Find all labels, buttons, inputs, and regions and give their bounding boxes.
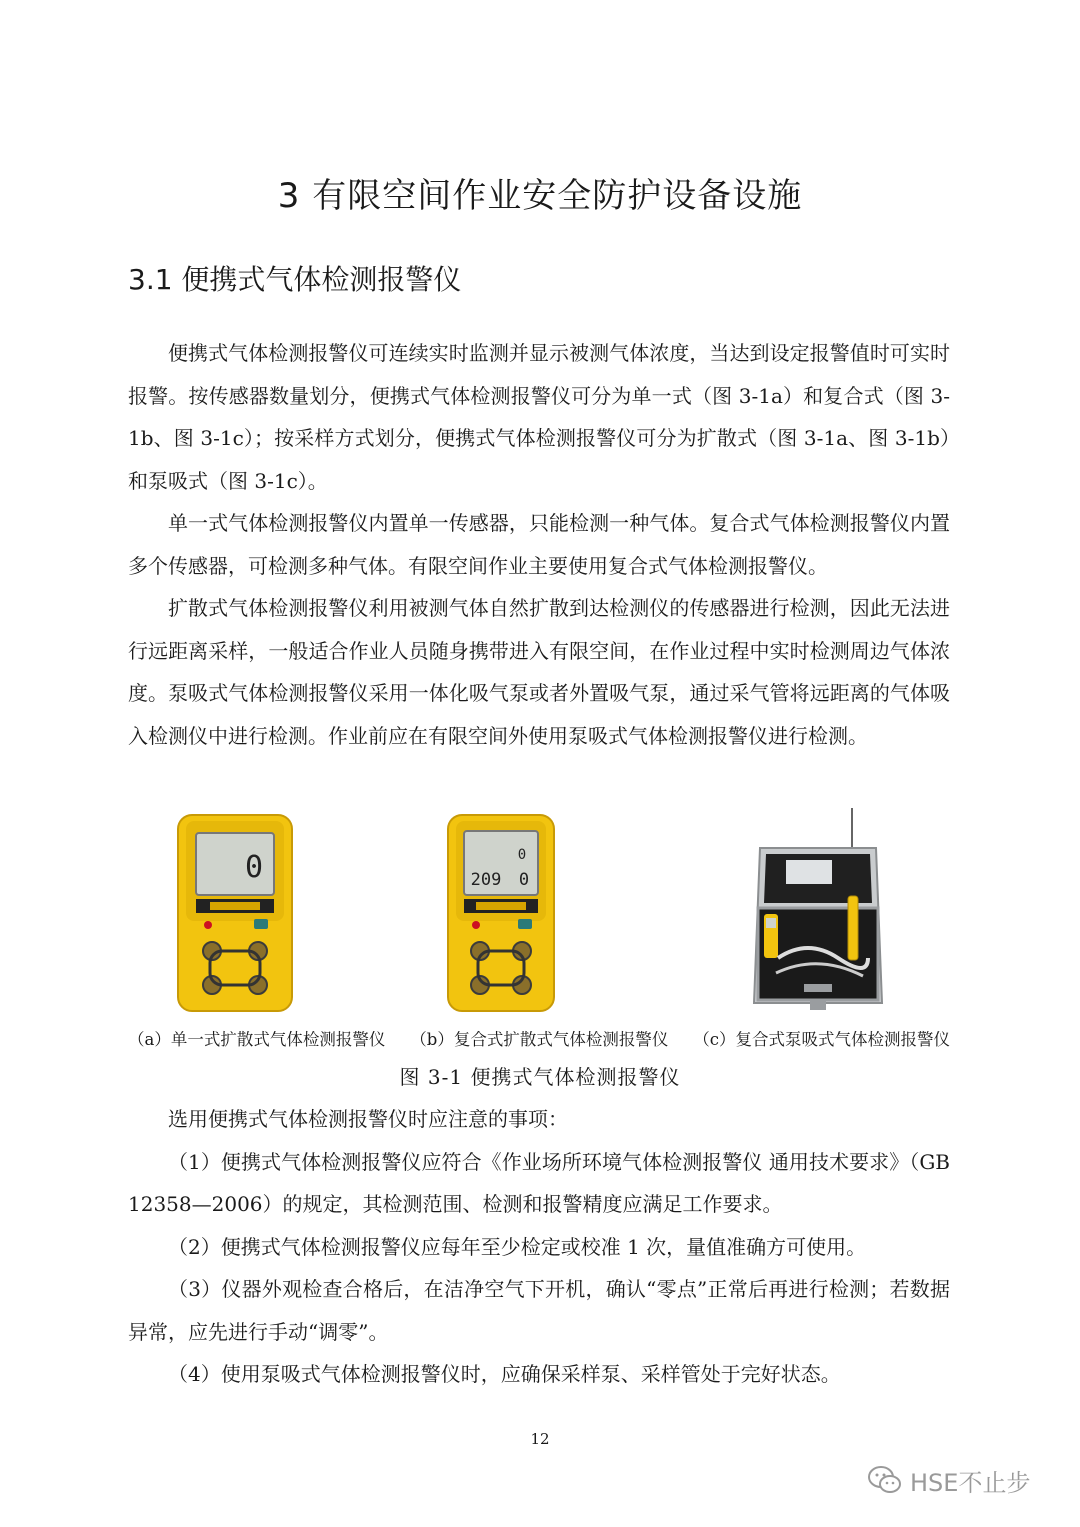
device-b-reading-1: 0 bbox=[517, 847, 527, 863]
body-text bbox=[128, 332, 950, 757]
paragraph: 扩散式气体检测报警仪利用被测气体自然扩散到达检测仪的传感器进行检测，因此无法进行远距离采样，一般适合作业人员随身携带进入有限空间，在作业过程中实时检测周边气体浓度。泵吸式气体检测报警仪采用一体化吸气泵或者外置吸气泵，通过采气管将远距离的气体吸入检测仪中进行检测。作业前应在有限空间外使用泵吸式气体检测报警仪进行检测。 bbox=[128, 596, 950, 748]
single-gas-detector-image bbox=[176, 813, 294, 1013]
note-item: （2）便携式气体检测报警仪应每年至少检定或校准 1 次，量值准确方可使用。 bbox=[168, 1234, 867, 1259]
caption-b: （b）复合式扩散式气体检测报警仪 bbox=[410, 1030, 669, 1049]
caption-a: （a）单一式扩散式气体检测报警仪 bbox=[128, 1030, 386, 1049]
pump-gas-detector-kit-image bbox=[748, 808, 888, 1013]
figure-title: 图 3-1 便携式气体检测报警仪 bbox=[399, 1065, 681, 1089]
caption-c: （c）复合式泵吸式气体检测报警仪 bbox=[693, 1030, 950, 1049]
section-title: 3.1 便携式气体检测报警仪 bbox=[128, 263, 462, 296]
figure-row bbox=[128, 808, 950, 1018]
watermark bbox=[868, 1460, 1030, 1500]
note-item: （4）使用泵吸式气体检测报警仪时，应确保采样泵、采样管处于完好状态。 bbox=[168, 1362, 841, 1386]
device-b-reading-3: 0 bbox=[518, 870, 530, 890]
notes-list bbox=[128, 1098, 950, 1396]
figure-captions bbox=[128, 1026, 950, 1050]
multi-gas-detector-image bbox=[446, 813, 556, 1013]
page-number: 12 bbox=[530, 1430, 550, 1448]
device-a-reading: 0 bbox=[244, 850, 264, 885]
paragraph: 便携式气体检测报警仪可连续实时监测并显示被测气体浓度，当达到设定报警值时可实时报警。按传感器数量划分，便携式气体检测报警仪可分为单一式（图 3-1a）和复合式（图 3-1b、图 3-1c）；按采样方式划分，便携式气体检测报警仪可分为扩散式（图 3-1a、图 3-1b）和泵吸式（图 3-1c）。 bbox=[128, 341, 950, 493]
paragraph: 单一式气体检测报警仪内置单一传感器，只能检测一种气体。复合式气体检测报警仪内置多个传感器，可检测多种气体。有限空间作业主要使用复合式气体检测报警仪。 bbox=[128, 511, 950, 578]
device-b-reading-2: 209 bbox=[470, 870, 502, 890]
notes-intro: 选用便携式气体检测报警仪时应注意的事项： bbox=[168, 1107, 568, 1131]
note-item: （3）仪器外观检查合格后，在洁净空气下开机，确认“零点”正常后再进行检测；若数据异常，应先进行手动“调零”。 bbox=[128, 1277, 950, 1344]
watermark-text: HSE不止步 bbox=[910, 1468, 1031, 1497]
note-item: （1）便携式气体检测报警仪应符合《作业场所环境气体检测报警仪 通用技术要求》（GB 12358—2006）的规定，其检测范围、检测和报警精度应满足工作要求。 bbox=[128, 1149, 950, 1216]
wechat-icon bbox=[868, 1465, 902, 1495]
chapter-title: 3 有限空间作业安全防护设备设施 bbox=[277, 176, 803, 216]
